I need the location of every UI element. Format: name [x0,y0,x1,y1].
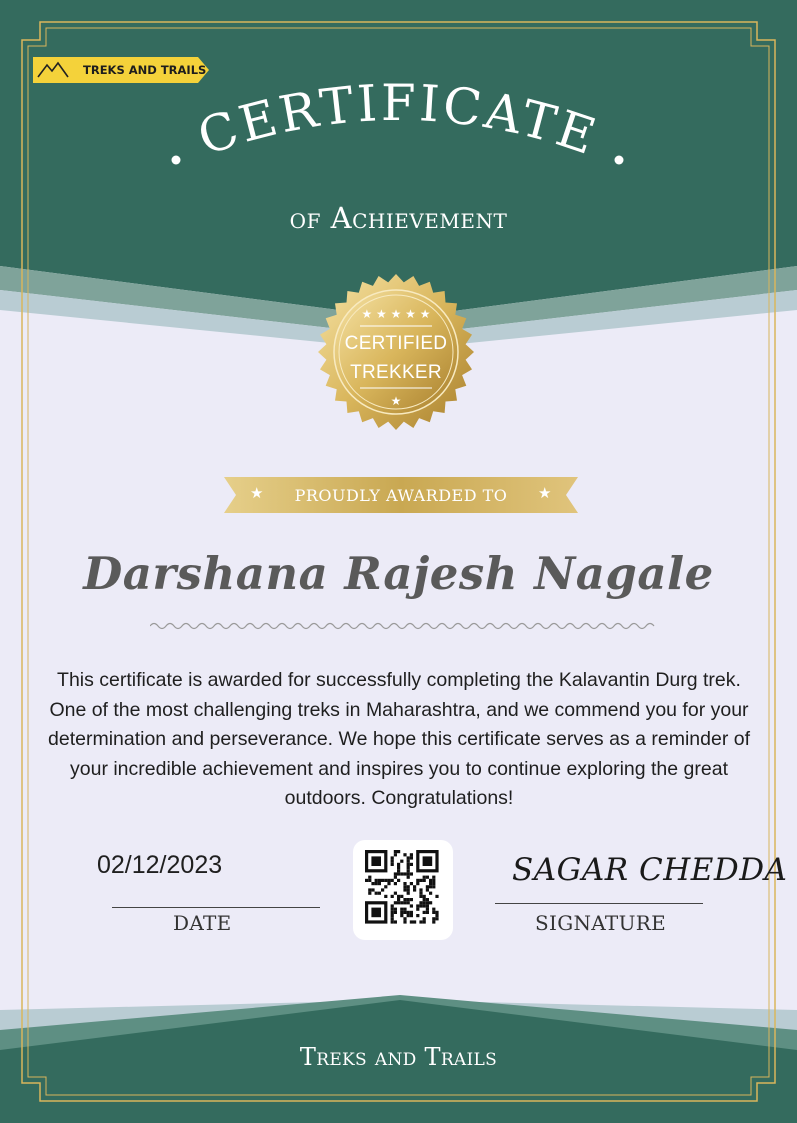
date-value: 02/12/2023 [97,851,223,879]
qr-code [353,840,453,940]
svg-text:★ ★ ★ ★ ★: ★ ★ ★ ★ ★ [361,307,431,321]
wavy-divider [150,620,655,632]
certificate-description: This certificate is awarded for successfully completing the Kalavantin Durg trek. One of the most challenging treks in Maharashtra, and we commend you for your determination and perseverance. We hope this certificate serves as a reminder of your incredible achievement and inspires you to continue exploring the great outdoors. Congratulations! [48,669,750,809]
qr-code-icon [365,850,441,930]
date-label: DATE [173,911,232,935]
badge-line-1: CERTIFIED [344,333,448,354]
certified-badge [316,272,476,432]
svg-text:CERTIFICATE: CERTIFICATE [190,73,606,167]
signature-value: SAGAR CHEDDA [512,852,788,888]
recipient-name: Darshana Rajesh Nagale [83,547,714,600]
certificate-subtitle: of Achievement [289,201,508,235]
awarded-ribbon [224,477,578,513]
signature-label: SIGNATURE [535,911,666,935]
certificate-title [0,0,797,300]
badge-line-2: TREKKER [350,362,442,383]
date-line [112,907,320,908]
star-icon: ★ [538,484,552,502]
footer-brand: Treks and Trails [299,1043,498,1071]
logo-text: TREKS AND TRAILS [83,63,207,77]
svg-text:★: ★ [390,394,402,408]
signature-line [495,903,703,904]
awarded-to-text: PROUDLY AWARDED TO [294,486,508,505]
star-icon: ★ [250,484,264,502]
